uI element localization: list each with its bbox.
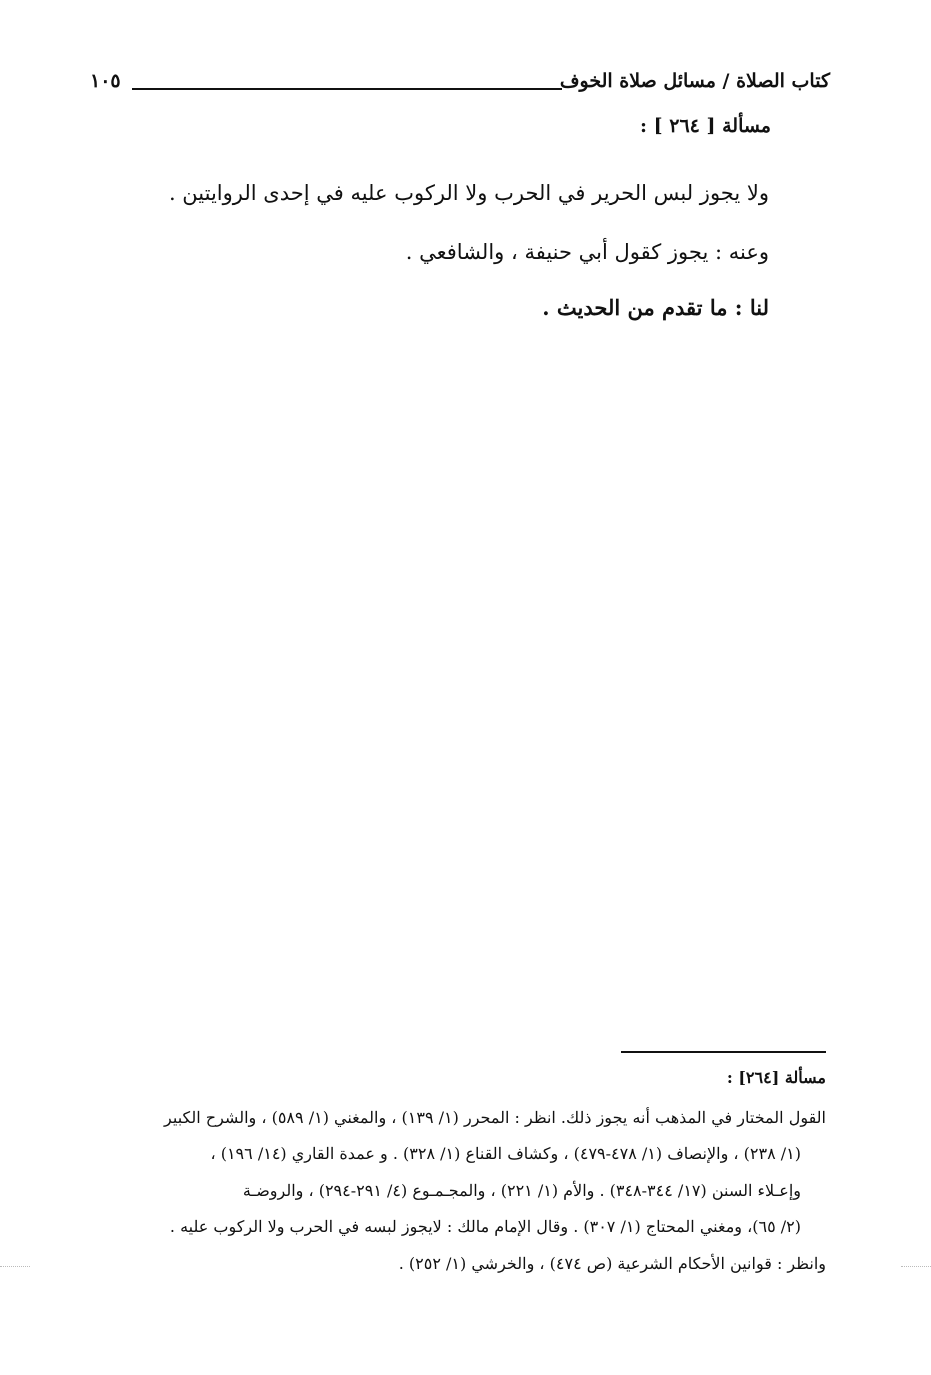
scan-artifact [0,1266,30,1267]
paragraph-evidence: لنا : ما تقدم من الحديث . [542,295,769,320]
footnote-line: وإعـلاء السنن (١٧/ ٣٤٤-٣٤٨) . والأم (١/ ٢٢١) ، والمجـمـوع (٤/ ٢٩١-٢٩٤) ، والروضـة [242,1181,801,1200]
header-rule [132,88,562,90]
running-header [90,70,830,104]
question-heading: مسألة [ ٢٦٤ ] : [640,115,771,137]
paragraph-ruling: ولا يجوز لبس الحرير في الحرب ولا الركوب عليه في إحدى الروايتين . [168,181,769,205]
footnote-line: (١/ ٢٣٨) ، والإنصاف (١/ ٤٧٨-٤٧٩) ، وكشاف القناع (١/ ٣٢٨) . و عمدة القاري (١٤/ ١٩٦) ، [210,1144,801,1163]
paragraph-alternate-view: وعنه : يجوز كقول أبي حنيفة ، والشافعي . [405,240,769,264]
footnote-heading: مسألة [٢٦٤] : [726,1068,826,1087]
footnote-line: القول المختار في المذهب أنه يجوز ذلك. انظر : المحرر (١/ ١٣٩) ، والمغني (١/ ٥٨٩) ، والشرح الكبير [164,1108,826,1127]
footnote-separator [621,1051,826,1053]
footnote-line: (٢/ ٦٥)، ومغني المحتاج (١/ ٣٠٧) . وقال الإمام مالك : لايجوز لبسه في الحرب ولا الركوب عليه . [169,1217,801,1236]
footnote-line: وانظر : قوانين الأحكام الشرعية (ص ٤٧٤) ، والخرشي (١/ ٢٥٢) . [398,1254,826,1273]
page-number: ١٠٥ [90,70,121,92]
header-title: كتاب الصلاة / مسائل صلاة الخوف [559,70,830,92]
scan-artifact [901,1266,931,1267]
